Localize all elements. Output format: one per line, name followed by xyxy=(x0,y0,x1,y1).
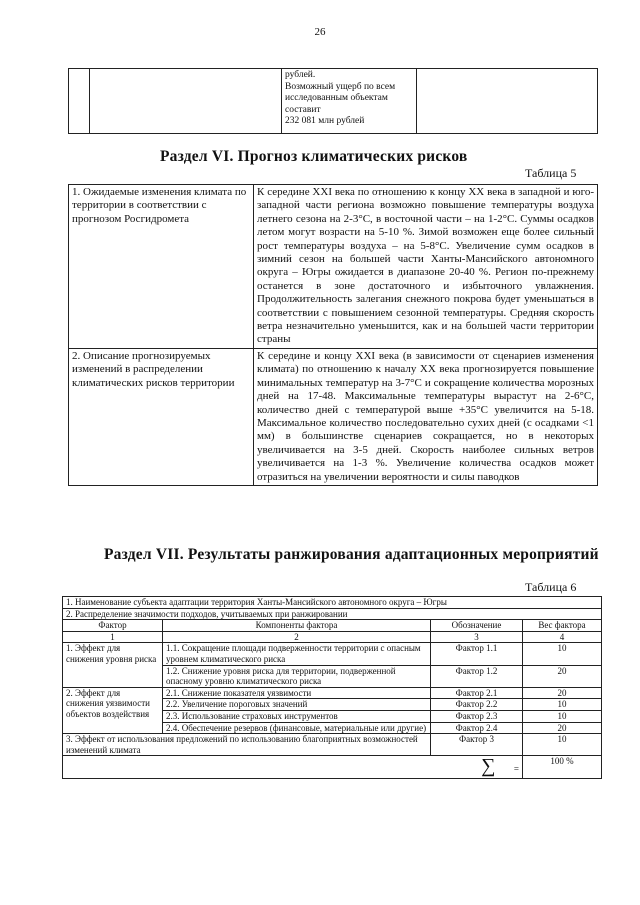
table5-label: Таблица 5 xyxy=(525,166,577,180)
component: 2.1. Снижение показателя уязвимости xyxy=(163,687,431,699)
factor-weight: 20 xyxy=(523,722,602,734)
component: 2.4. Обеспечение резервов (финансовые, материальные или другие) xyxy=(163,722,431,734)
col-header: Компоненты фактора xyxy=(163,620,431,632)
table-row xyxy=(63,608,602,620)
factor-code: Фактор 2.3 xyxy=(431,710,523,722)
col-header: Вес фактора xyxy=(523,620,602,632)
factor-code: Фактор 2.2 xyxy=(431,699,523,711)
damage-line: рублей. xyxy=(285,70,316,80)
factor-label: 2. Эффект для снижения уязвимости объектов воздействия xyxy=(63,687,163,733)
factor-code: Фактор 1.1 xyxy=(431,643,523,665)
factor-weight: 10 xyxy=(523,699,602,711)
table-row xyxy=(63,643,602,665)
table-row xyxy=(69,348,598,485)
distribution-row: 2. Распределение значимости подходов, учитываемых при ранжировании xyxy=(63,608,602,620)
factor-code: Фактор 1.2 xyxy=(431,665,523,687)
damage-line: 232 081 млн рублей xyxy=(285,116,365,126)
header-num-row xyxy=(63,631,602,643)
sum-row xyxy=(63,756,602,779)
page-number: 26 xyxy=(314,26,326,38)
component: 1.2. Снижение уровня риска для территории, подверженной опасному уровню климатического риска xyxy=(163,665,431,687)
factor-label: 3. Эффект от использования предложений по использованию благоприятных возможностей изменений климата xyxy=(63,734,431,756)
damage-line: Возможный ущерб по всем xyxy=(285,81,396,92)
col-num: 2 xyxy=(163,631,431,643)
factor-weight: 10 xyxy=(523,710,602,722)
table-row xyxy=(63,687,602,699)
factor-weight: 20 xyxy=(523,665,602,687)
table-row xyxy=(63,597,602,609)
factor-weight: 10 xyxy=(523,643,602,665)
row-label: 2. Описание прогнозируемых изменений в распределении климатических рисков территории xyxy=(69,348,254,485)
component: 2.3. Использование страховых инструментов xyxy=(163,710,431,722)
factor-weight: 10 xyxy=(523,734,602,756)
factor-code: Фактор 2.1 xyxy=(431,687,523,699)
factor-weight: 20 xyxy=(523,687,602,699)
climate-forecast-table xyxy=(68,184,598,486)
factor-code: Фактор 2.4 xyxy=(431,722,523,734)
continued-table xyxy=(68,68,598,134)
table-row xyxy=(69,185,598,349)
col-header: Обозначение xyxy=(431,620,523,632)
col-num: 4 xyxy=(523,631,602,643)
factor-label: 1. Эффект для снижения уровня риска xyxy=(63,643,163,687)
header-row xyxy=(63,620,602,632)
component: 1.1. Сокращение площади подверженности территории с опасным уровнем климатического риска xyxy=(163,643,431,665)
damage-line: составит xyxy=(285,104,321,115)
row-text: К середине и концу XXI века (в зависимости от сценариев изменения климата) по отношению к началу XX века прогнозируется повышение минимальных температур на 3-7°С и сокращение количества морозных дней на 17-48. Максимальные температуры вырастут на 2-6°С, количество дней с температурой выше +35°С увеличится на 5-18. Максимальное количество последовательно сухих дней (с осадками <1 мм) в большинстве сценариев сокращается, но в некоторых увеличивается на 3-5 дней. Скорость наиболее сильных ветров увеличивается на 1-3 %. Увеличение количества осадков может отразиться на увеличении вероятности и силы паводков xyxy=(254,348,598,485)
subject-row: 1. Наименование субъекта адаптации территория Ханты-Мансийского автономного округа – Югры xyxy=(63,597,602,609)
table6-label: Таблица 6 xyxy=(525,580,577,594)
col-num: 1 xyxy=(63,631,163,643)
row-label: 1. Ожидаемые изменения климата по территории в соответствии с прогнозом Росгидромета xyxy=(69,185,254,349)
col-num: 3 xyxy=(431,631,523,643)
row-text: К середине XXI века по отношению к концу XX века в западной и юго-западной части региона возможно повышение температуры воздуха летнего сезона на 2-3°С, в восточной части – на 1-2°С. Суммы осадков летом могут возрасти на 5-10 %. Зимой возможен еще более сильный рост температуры воздуха – на 5-8°С. Увеличение сумм осадков в зимний сезон на большей части Ханты-Мансийского автономного округа – Югры ожидается в диапазоне 20-40 %. Регион по-прежнему останется в зоне достаточного и избыточного увлажнения. Продолжительность залегания снежного покрова будет уменьшаться в соответствии с повышением сезонной температуры. Средняя скорость ветра незначительно уменьшится, как и на большей части территории страны xyxy=(254,185,598,349)
equals-sign: = xyxy=(513,764,519,775)
damage-text-cell xyxy=(282,69,417,134)
table-row xyxy=(63,734,602,756)
factor-code: Фактор 3 xyxy=(431,734,523,756)
ranking-table xyxy=(62,596,602,779)
col-header: Фактор xyxy=(63,620,163,632)
sigma-icon: ∑ xyxy=(481,755,496,778)
section6-title: Раздел VI. Прогноз климатических рисков xyxy=(160,148,468,165)
damage-line: исследованным объектам xyxy=(285,93,388,103)
total-weight: 100 % xyxy=(523,756,602,779)
component: 2.2. Увеличение пороговых значений xyxy=(163,699,431,711)
section7-title: Раздел VII. Результаты ранжирования адаптационных мероприятий xyxy=(104,546,599,563)
